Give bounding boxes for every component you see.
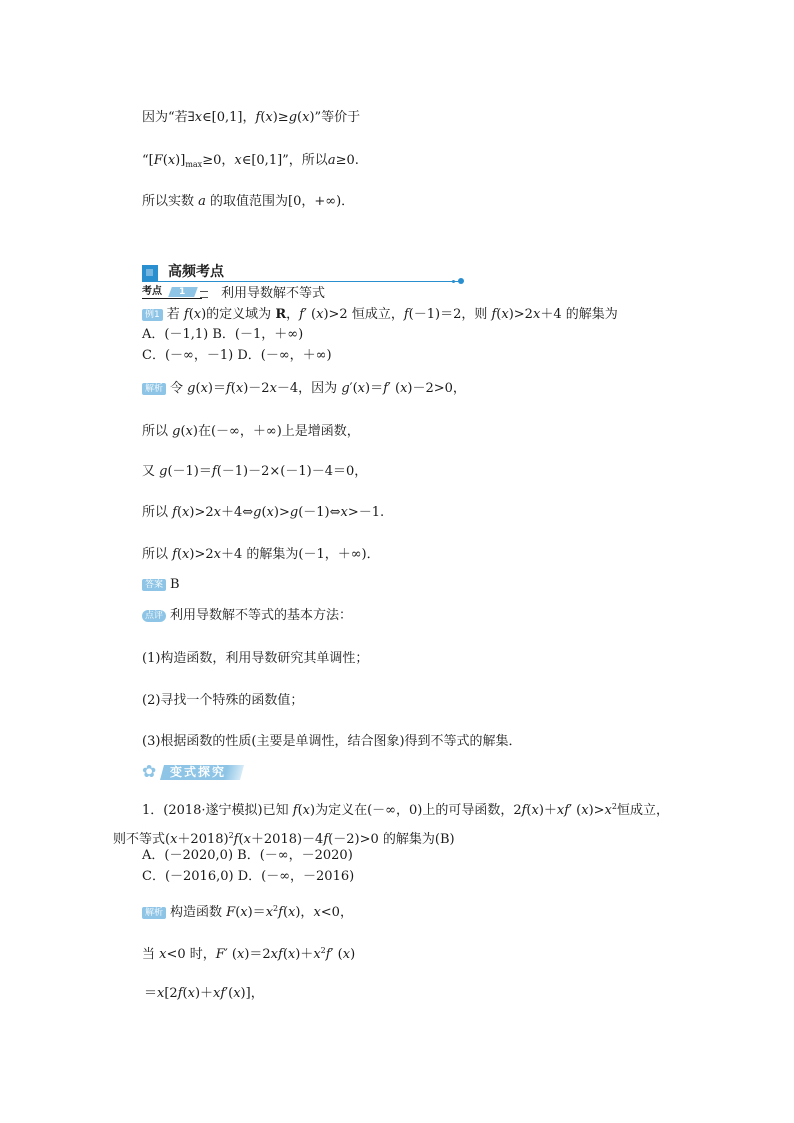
var: x: [501, 307, 509, 322]
text: )]: [175, 153, 186, 168]
text: )”等价于: [309, 110, 361, 125]
intro-line-3: [142, 193, 354, 211]
text: )＝2: [244, 947, 271, 962]
var: f: [323, 832, 329, 847]
var: x: [313, 905, 321, 920]
text: (: [162, 153, 168, 168]
var: g: [289, 505, 299, 520]
text: )－2>0，: [407, 381, 466, 396]
var: x: [187, 986, 195, 1001]
text: ＝: [144, 986, 158, 1001]
text: ∈[0,1]”，所以: [241, 153, 328, 168]
var: x: [531, 803, 539, 818]
superscript: 2: [228, 831, 234, 840]
text: (: [235, 905, 241, 920]
variant-options-cd: C．(－2016,0) D．(－∞，－2016): [142, 869, 355, 884]
solution-tag: 解析: [142, 383, 166, 395]
var: F: [226, 905, 236, 920]
text: 所以: [142, 547, 173, 562]
text: ＋4 的解集为(－1，＋∞)．: [220, 547, 380, 562]
var: x: [157, 986, 165, 1001]
text: (: [297, 803, 303, 818]
text: 构造函数: [170, 905, 227, 920]
variant-solution-line-3: [144, 985, 264, 1003]
var: x: [200, 381, 208, 396]
text: (: [282, 905, 289, 920]
text: 所以: [142, 505, 173, 520]
var: x: [170, 832, 178, 847]
text: )为定义在(－∞，0)上的可导函数，2: [310, 803, 522, 818]
example-tag: 例1: [142, 309, 163, 321]
var: x: [243, 832, 251, 847]
text: (: [180, 424, 186, 439]
comment-item: (3)根据函数的性质(主要是单调性，结合图象)得到不等式的解集．: [142, 734, 522, 749]
solution-line-5: [142, 546, 380, 564]
text: ′ (: [569, 803, 582, 818]
var: g: [187, 381, 196, 396]
var: f: [183, 307, 189, 322]
text: ，: [286, 307, 300, 322]
comment-tag: 点评: [142, 610, 166, 622]
var: x: [234, 153, 242, 168]
comment-item: (1)构造函数，利用导数研究其单调性；: [142, 651, 369, 666]
var: F: [153, 153, 163, 168]
var: x: [266, 505, 274, 520]
var: x: [213, 986, 221, 1001]
text: (: [238, 832, 244, 847]
text: )＝: [365, 381, 384, 396]
var: f: [172, 505, 177, 520]
text: ≥0，: [202, 153, 235, 168]
text: (: [176, 505, 183, 520]
var: F: [215, 947, 225, 962]
var: x: [159, 947, 167, 962]
solution-line-2: [142, 423, 360, 441]
intro-line-1: [142, 109, 360, 127]
text: 的取值范围为[0，+∞)．: [205, 194, 355, 209]
text: 又: [142, 464, 160, 479]
text: (: [526, 803, 532, 818]
var: x: [193, 307, 202, 322]
var: f: [521, 803, 527, 818]
text: )>2: [508, 307, 533, 322]
answer-value: B: [170, 577, 180, 592]
var: x: [194, 110, 203, 125]
text: )的定义域为: [201, 307, 276, 322]
var: f: [325, 947, 331, 962]
text: 恒成立，: [616, 803, 669, 818]
var: R: [275, 307, 287, 322]
text: 1．(2018·遂宁模拟)已知: [142, 803, 293, 818]
text: ＋2018): [177, 832, 229, 847]
var: a: [327, 153, 336, 168]
text: ′ (: [303, 307, 317, 322]
text: )>2 恒成立，: [323, 307, 404, 322]
var: g: [341, 381, 350, 396]
var: x: [342, 947, 351, 962]
var: x: [213, 547, 221, 562]
text: (: [297, 110, 303, 125]
dot-icon: [452, 280, 455, 283]
var: f: [220, 986, 226, 1001]
text: (: [188, 307, 194, 322]
var: x: [556, 803, 565, 818]
superscript: 2: [273, 904, 279, 913]
flower-icon: ✿: [142, 762, 157, 782]
text: (: [195, 381, 201, 396]
answer-line: [142, 576, 180, 594]
var: f: [299, 307, 304, 322]
variant-solution-line-2: [142, 942, 355, 964]
var: x: [167, 153, 176, 168]
text: (: [261, 505, 267, 520]
text: ≥0.: [335, 153, 359, 168]
text: ′ (: [224, 947, 237, 962]
var: x: [265, 905, 274, 920]
var: f: [383, 381, 388, 396]
divider: [142, 298, 202, 299]
variant-question-line-2: [113, 827, 455, 849]
text: (: [260, 110, 266, 125]
solution-tag: 解析: [142, 907, 166, 919]
var: x: [287, 947, 296, 962]
text: ′(: [225, 986, 234, 1001]
variant-title: 变式探究: [170, 765, 227, 779]
text: 所以: [142, 424, 173, 439]
text: )>: [273, 505, 290, 520]
text: )≥: [272, 110, 289, 125]
text: (－2)>0 的解集为(B): [328, 832, 455, 847]
text: )＋: [295, 947, 314, 962]
var: x: [302, 110, 310, 125]
var: x: [340, 505, 348, 520]
square-icon: [142, 265, 158, 281]
text: )－2: [243, 381, 270, 396]
text: 则不等式(: [113, 832, 171, 847]
var: x: [182, 547, 190, 562]
var: x: [302, 803, 310, 818]
section-header: [142, 262, 468, 284]
var: x: [265, 110, 273, 125]
var: x: [182, 505, 190, 520]
variant-options-ab: A．(－2020,0) B．(－∞，－2020): [142, 848, 353, 863]
var: x: [235, 381, 244, 396]
var: g: [159, 464, 168, 479]
var: g: [172, 424, 181, 439]
text: －4，因为: [276, 381, 342, 396]
var: x: [400, 381, 408, 396]
topic-title: 利用导数解不等式: [221, 286, 326, 301]
text: (: [496, 307, 502, 322]
text: (: [176, 547, 183, 562]
intro-line-2: [142, 152, 359, 174]
var: x: [236, 947, 245, 962]
solution-line-1: [142, 380, 466, 398]
dot-icon: [458, 278, 464, 284]
text: )>: [588, 803, 605, 818]
text: (: [282, 947, 288, 962]
var: x: [581, 803, 589, 818]
topic-label-text: 考点: [142, 286, 162, 297]
var: f: [172, 547, 177, 562]
text: ＋2018)－4: [250, 832, 324, 847]
var: x: [213, 505, 221, 520]
text: ∈[0,1]，: [202, 110, 256, 125]
var: f: [292, 803, 298, 818]
var: f: [278, 905, 283, 920]
text: 因为“若∃: [142, 110, 195, 125]
text: 所以实数: [142, 194, 199, 209]
topic-label: [142, 285, 212, 299]
example-options-ab: A．(－1,1) B．(－1，＋∞): [142, 327, 304, 342]
var: x: [240, 905, 248, 920]
var: a: [198, 194, 206, 209]
text: ′ (: [330, 947, 343, 962]
text: “[: [142, 153, 154, 168]
text: (: [230, 381, 236, 396]
var: f: [278, 947, 283, 962]
var: x: [532, 307, 541, 322]
text: ＋4 的解集为: [540, 307, 618, 322]
answer-tag: 答案: [142, 579, 166, 591]
text: )在(－∞，＋∞)上是增函数，: [192, 424, 360, 439]
example-options-cd: C．(－∞，－1) D．(－∞，＋∞): [142, 348, 332, 363]
text: )＋: [538, 803, 557, 818]
section-title: 高频考点: [168, 264, 224, 280]
var: f: [211, 464, 217, 479]
superscript: 2: [320, 946, 326, 955]
variant-solution-line-1: [142, 900, 353, 922]
var: x: [604, 803, 612, 818]
var: x: [270, 947, 278, 962]
var: f: [491, 307, 497, 322]
var: x: [269, 381, 277, 396]
var: f: [177, 986, 183, 1001]
text: 当: [142, 947, 160, 962]
text: <0 时，: [166, 947, 216, 962]
text: ′(: [349, 381, 358, 396]
text: <0，: [320, 905, 353, 920]
var: f: [564, 803, 570, 818]
text: (－1)⇔: [298, 505, 341, 520]
text: )>2: [189, 547, 214, 562]
var: f: [233, 832, 239, 847]
subscript: max: [185, 160, 203, 169]
text: (－1)－2×(－1)－4＝0，: [216, 464, 368, 479]
variant-header: [142, 763, 262, 781]
var: x: [185, 424, 193, 439]
var: f: [225, 381, 231, 396]
text: )>2: [189, 505, 214, 520]
text: (－1)＝2，则: [408, 307, 492, 322]
var: g: [288, 110, 298, 125]
text: ＋4⇔: [220, 505, 254, 520]
text: 若: [166, 307, 184, 322]
var: x: [316, 307, 324, 322]
text: )＝: [207, 381, 226, 396]
var: x: [233, 986, 241, 1001]
text: )]，: [240, 986, 264, 1001]
topic-number: 1: [179, 287, 186, 297]
var: x: [357, 381, 366, 396]
bars-icon: [200, 291, 208, 298]
text: (－1)＝: [167, 464, 212, 479]
solution-line-4: [142, 504, 384, 522]
var: x: [288, 905, 296, 920]
text: >－1.: [347, 505, 385, 520]
text: ′ (: [387, 381, 401, 396]
comment-lead-text: 利用导数解不等式的基本方法：: [170, 608, 353, 623]
example-stem: [142, 306, 618, 324]
text: [2: [164, 986, 178, 1001]
comment-item: (2)寻找一个特殊的函数值；: [142, 693, 304, 708]
variant-question-line-1: [142, 798, 669, 820]
text: )＋: [194, 986, 214, 1001]
text: ): [350, 947, 356, 962]
solution-line-3: [142, 463, 367, 481]
text: 令: [170, 381, 188, 396]
var: f: [403, 307, 409, 322]
var: x: [313, 947, 321, 962]
comment-lead: [142, 607, 352, 625]
var: g: [253, 505, 262, 520]
divider: [142, 281, 460, 282]
text: )＝: [247, 905, 266, 920]
text: )，: [295, 905, 314, 920]
var: f: [255, 110, 261, 125]
superscript: 2: [611, 802, 617, 811]
text: (: [182, 986, 188, 1001]
